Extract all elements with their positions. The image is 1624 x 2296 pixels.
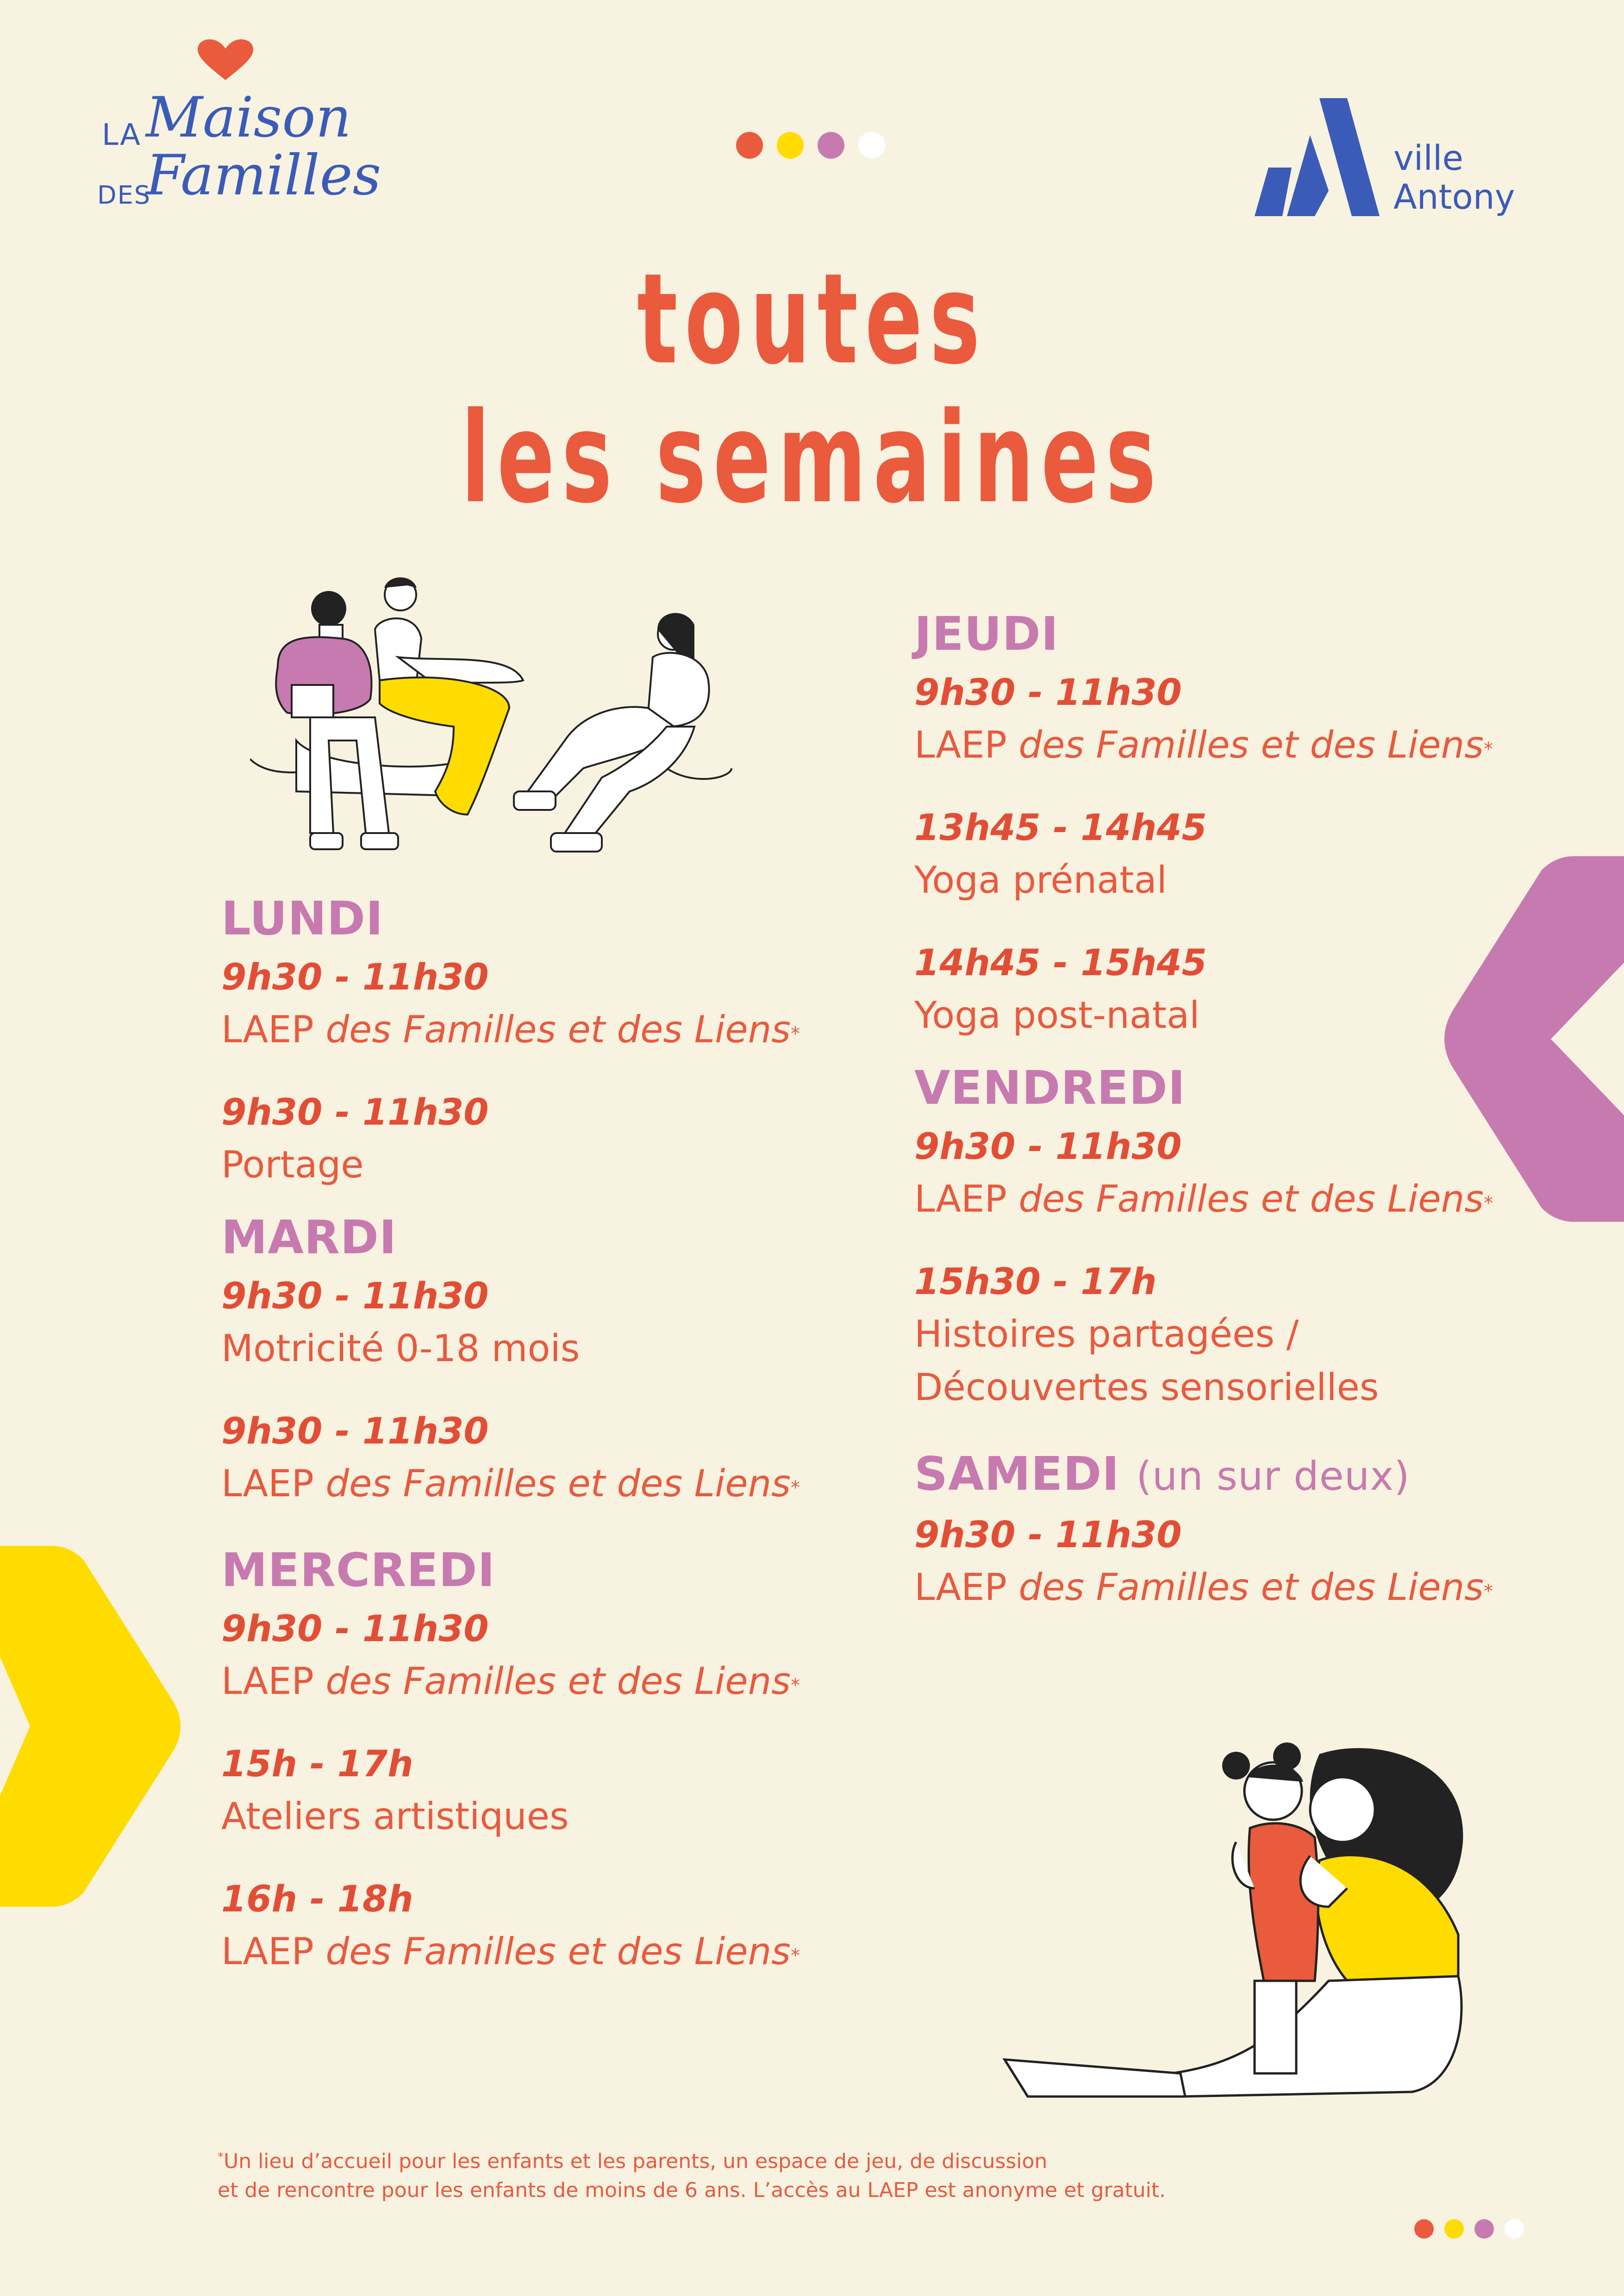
- time-vendredi-2: 15h30 - 17h: [914, 1261, 1157, 1303]
- logo-ville-text: ville: [1393, 138, 1463, 178]
- activity-jeudi-2: Yoga prénatal: [914, 859, 1167, 902]
- day-mardi: MARDI: [221, 1210, 397, 1264]
- schedule-right-column: [914, 606, 1516, 1614]
- logo-la-text: LA: [102, 118, 141, 152]
- activity-mercredi-2: Ateliers artistiques: [221, 1795, 569, 1838]
- bottom-dots: [1414, 2219, 1535, 2242]
- time-mercredi-1: 9h30 - 11h30: [221, 1608, 489, 1650]
- activity-vendredi-2: Histoires partagées /: [914, 1313, 1299, 1356]
- time-jeudi-1: 9h30 - 11h30: [914, 672, 1182, 714]
- activity-samedi-1: LAEP des Familles et des Liens*: [914, 1566, 1493, 1609]
- ville-antony-logo: [1250, 93, 1537, 231]
- dot-coral: [736, 132, 763, 159]
- time-vendredi-1: 9h30 - 11h30: [914, 1126, 1182, 1168]
- maison-des-familles-logo: [93, 39, 381, 224]
- footnote-line-1: *Un lieu d’accueil pour les enfants et les parents, un espace de jeu, de discussion: [218, 2149, 1048, 2173]
- time-lundi-1: 9h30 - 11h30: [221, 957, 489, 998]
- dot-pink: [818, 132, 844, 159]
- activity-mardi-1: Motricité 0-18 mois: [221, 1327, 580, 1370]
- footnote-line-2: et de rencontre pour les enfants de moins de 6 ans. L’accès au LAEP est anonyme et gratuit.: [218, 2178, 1166, 2202]
- heart-icon: [197, 39, 254, 81]
- activity-vendredi-1: LAEP des Familles et des Liens*: [914, 1177, 1493, 1220]
- day-mercredi: MERCREDI: [221, 1543, 495, 1597]
- pink-chevron-shape: [1435, 856, 1624, 1222]
- activity-jeudi-3: Yoga post-natal: [914, 994, 1200, 1037]
- schedule-left-column: [221, 891, 916, 1978]
- logo-des-text: DES: [97, 180, 151, 210]
- activity-lundi-2: Portage: [221, 1143, 364, 1186]
- dot-white: [858, 132, 885, 159]
- time-lundi-2: 9h30 - 11h30: [221, 1092, 489, 1133]
- antony-mark-icon: [1255, 98, 1380, 218]
- activity-mercredi-1: LAEP des Familles et des Liens*: [221, 1660, 800, 1703]
- dot-yellow: [777, 132, 804, 159]
- time-mardi-1: 9h30 - 11h30: [221, 1276, 489, 1317]
- title-line-2: les semaines: [461, 385, 1163, 531]
- activity-mardi-2: LAEP des Familles et des Liens*: [221, 1462, 800, 1505]
- activity-lundi-1: LAEP des Familles et des Liens*: [221, 1008, 800, 1051]
- day-jeudi: JEUDI: [914, 607, 1059, 661]
- logo-maison-text: Maison: [146, 86, 351, 150]
- time-mercredi-2: 15h - 17h: [221, 1743, 413, 1785]
- dot-coral: [1414, 2219, 1434, 2239]
- activity-vendredi-2b: Découvertes sensorielles: [914, 1366, 1379, 1409]
- title-line-1: toutes: [637, 246, 987, 392]
- time-mercredi-3: 16h - 18h: [221, 1879, 413, 1920]
- day-lundi: LUNDI: [221, 891, 384, 946]
- samedi-note: (un sur deux): [1136, 1453, 1410, 1500]
- logo-antony-text: Antony: [1393, 177, 1515, 217]
- yellow-chevron-shape: [0, 1546, 190, 1907]
- day-samedi: SAMEDI (un sur deux): [914, 1447, 1410, 1501]
- dot-pink: [1474, 2219, 1494, 2239]
- mother-child-illustration: [995, 1740, 1528, 2101]
- dot-yellow: [1444, 2219, 1464, 2239]
- time-jeudi-2: 13h45 - 14h45: [914, 807, 1207, 849]
- time-jeudi-3: 14h45 - 15h45: [914, 942, 1207, 984]
- family-illustration: [250, 574, 745, 861]
- time-mardi-2: 9h30 - 11h30: [221, 1411, 489, 1452]
- top-dots: [736, 132, 889, 160]
- time-samedi-1: 9h30 - 11h30: [914, 1514, 1182, 1556]
- footnote: [218, 2143, 1166, 2205]
- logo-familles-text: Familles: [146, 143, 381, 208]
- activity-jeudi-1: LAEP des Familles et des Liens*: [914, 723, 1493, 766]
- day-vendredi: VENDREDI: [914, 1061, 1186, 1115]
- dot-white: [1505, 2219, 1524, 2239]
- activity-mercredi-3: LAEP des Familles et des Liens*: [221, 1930, 800, 1973]
